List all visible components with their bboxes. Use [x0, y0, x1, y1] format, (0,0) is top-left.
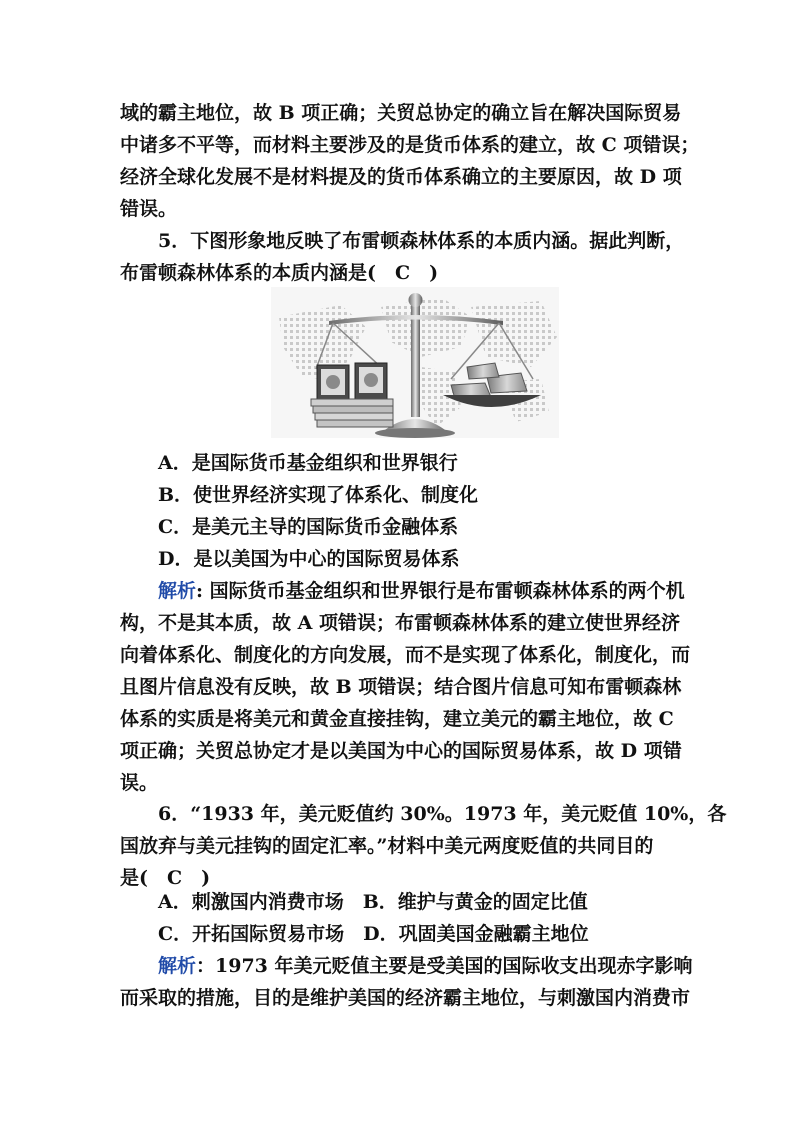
text-line [120, 575, 685, 607]
analysis-text: : 国际货币基金组织和世界银行是布雷顿森林体系的两个机 [196, 580, 685, 602]
text-line: 5．下图形象地反映了布雷顿森林体系的本质内涵。据此判断， [158, 230, 685, 252]
text-line: 而采取的措施，目的是维护美国的经济霸主地位，与刺激国内消费市 [120, 987, 691, 1009]
text-line: 项正确；关贸总协定才是以美国为中心的国际贸易体系，故 D 项错 [120, 740, 682, 762]
question-6-options [120, 886, 676, 950]
text-line: 向着体系化、制度化的方向发展，而不是实现了体系化，制度化，而 [120, 644, 691, 666]
question-6-stem [120, 798, 727, 894]
text-line: 构，不是其本质，故 A 项错误；布雷顿森林体系的建立使世界经济 [120, 612, 680, 634]
question-5-options [120, 447, 676, 575]
previous-analysis [120, 97, 700, 225]
option-row: C．开拓国际贸易市场 D．巩固美国金融霸主地位 [158, 923, 589, 945]
option-b: B．使世界经济实现了体系化、制度化 [158, 484, 479, 506]
text-line: 错误。 [120, 198, 178, 220]
text-line: 域的霸主地位，故 B 项正确；关贸总协定的确立旨在解决国际贸易 [120, 102, 682, 124]
text-line: 国放弃与美元挂钩的固定汇率。”材料中美元两度贬值的共同目的 [120, 835, 654, 857]
option-d: D．是以美国为中心的国际贸易体系 [158, 548, 460, 570]
question-6-analysis [120, 950, 693, 1014]
text-line: 是( C ) [120, 867, 211, 889]
option-a: A．是国际货币基金组织和世界银行 [158, 452, 458, 474]
question-5-stem [120, 225, 685, 289]
text-line: 体系的实质是将美元和黄金直接挂钩，建立美元的霸主地位，故 C [120, 708, 674, 730]
text-line: 布雷顿森林体系的本质内涵是( C ) [120, 262, 439, 284]
analysis-label: 解析 [158, 580, 197, 602]
text-line: 6．“1933 年，美元贬值约 30%。1973 年，美元贬值 10%，各 [158, 803, 727, 825]
question-5-analysis [120, 575, 691, 799]
text-line: 误。 [120, 772, 159, 794]
balance-scale-figure [271, 287, 559, 438]
text-line: 中诸多不平等，而材料主要涉及的是货币体系的建立，故 C 项错误； [120, 134, 700, 156]
analysis-text: ：1973 年美元贬值主要是受美国的国际收支出现赤字影响 [196, 955, 693, 977]
text-line: 且图片信息没有反映，故 B 项错误；结合图片信息可知布雷顿森林 [120, 676, 682, 698]
analysis-label: 解析 [158, 955, 197, 977]
text-line [120, 950, 693, 982]
balance-scale-dollar-gold-icon [271, 287, 559, 438]
option-c: C．是美元主导的国际货币金融体系 [158, 516, 459, 538]
option-row: A．刺激国内消费市场 B．维护与黄金的固定比值 [158, 891, 588, 913]
text-line: 经济全球化发展不是材料提及的货币体系确立的主要原因，故 D 项 [120, 166, 682, 188]
